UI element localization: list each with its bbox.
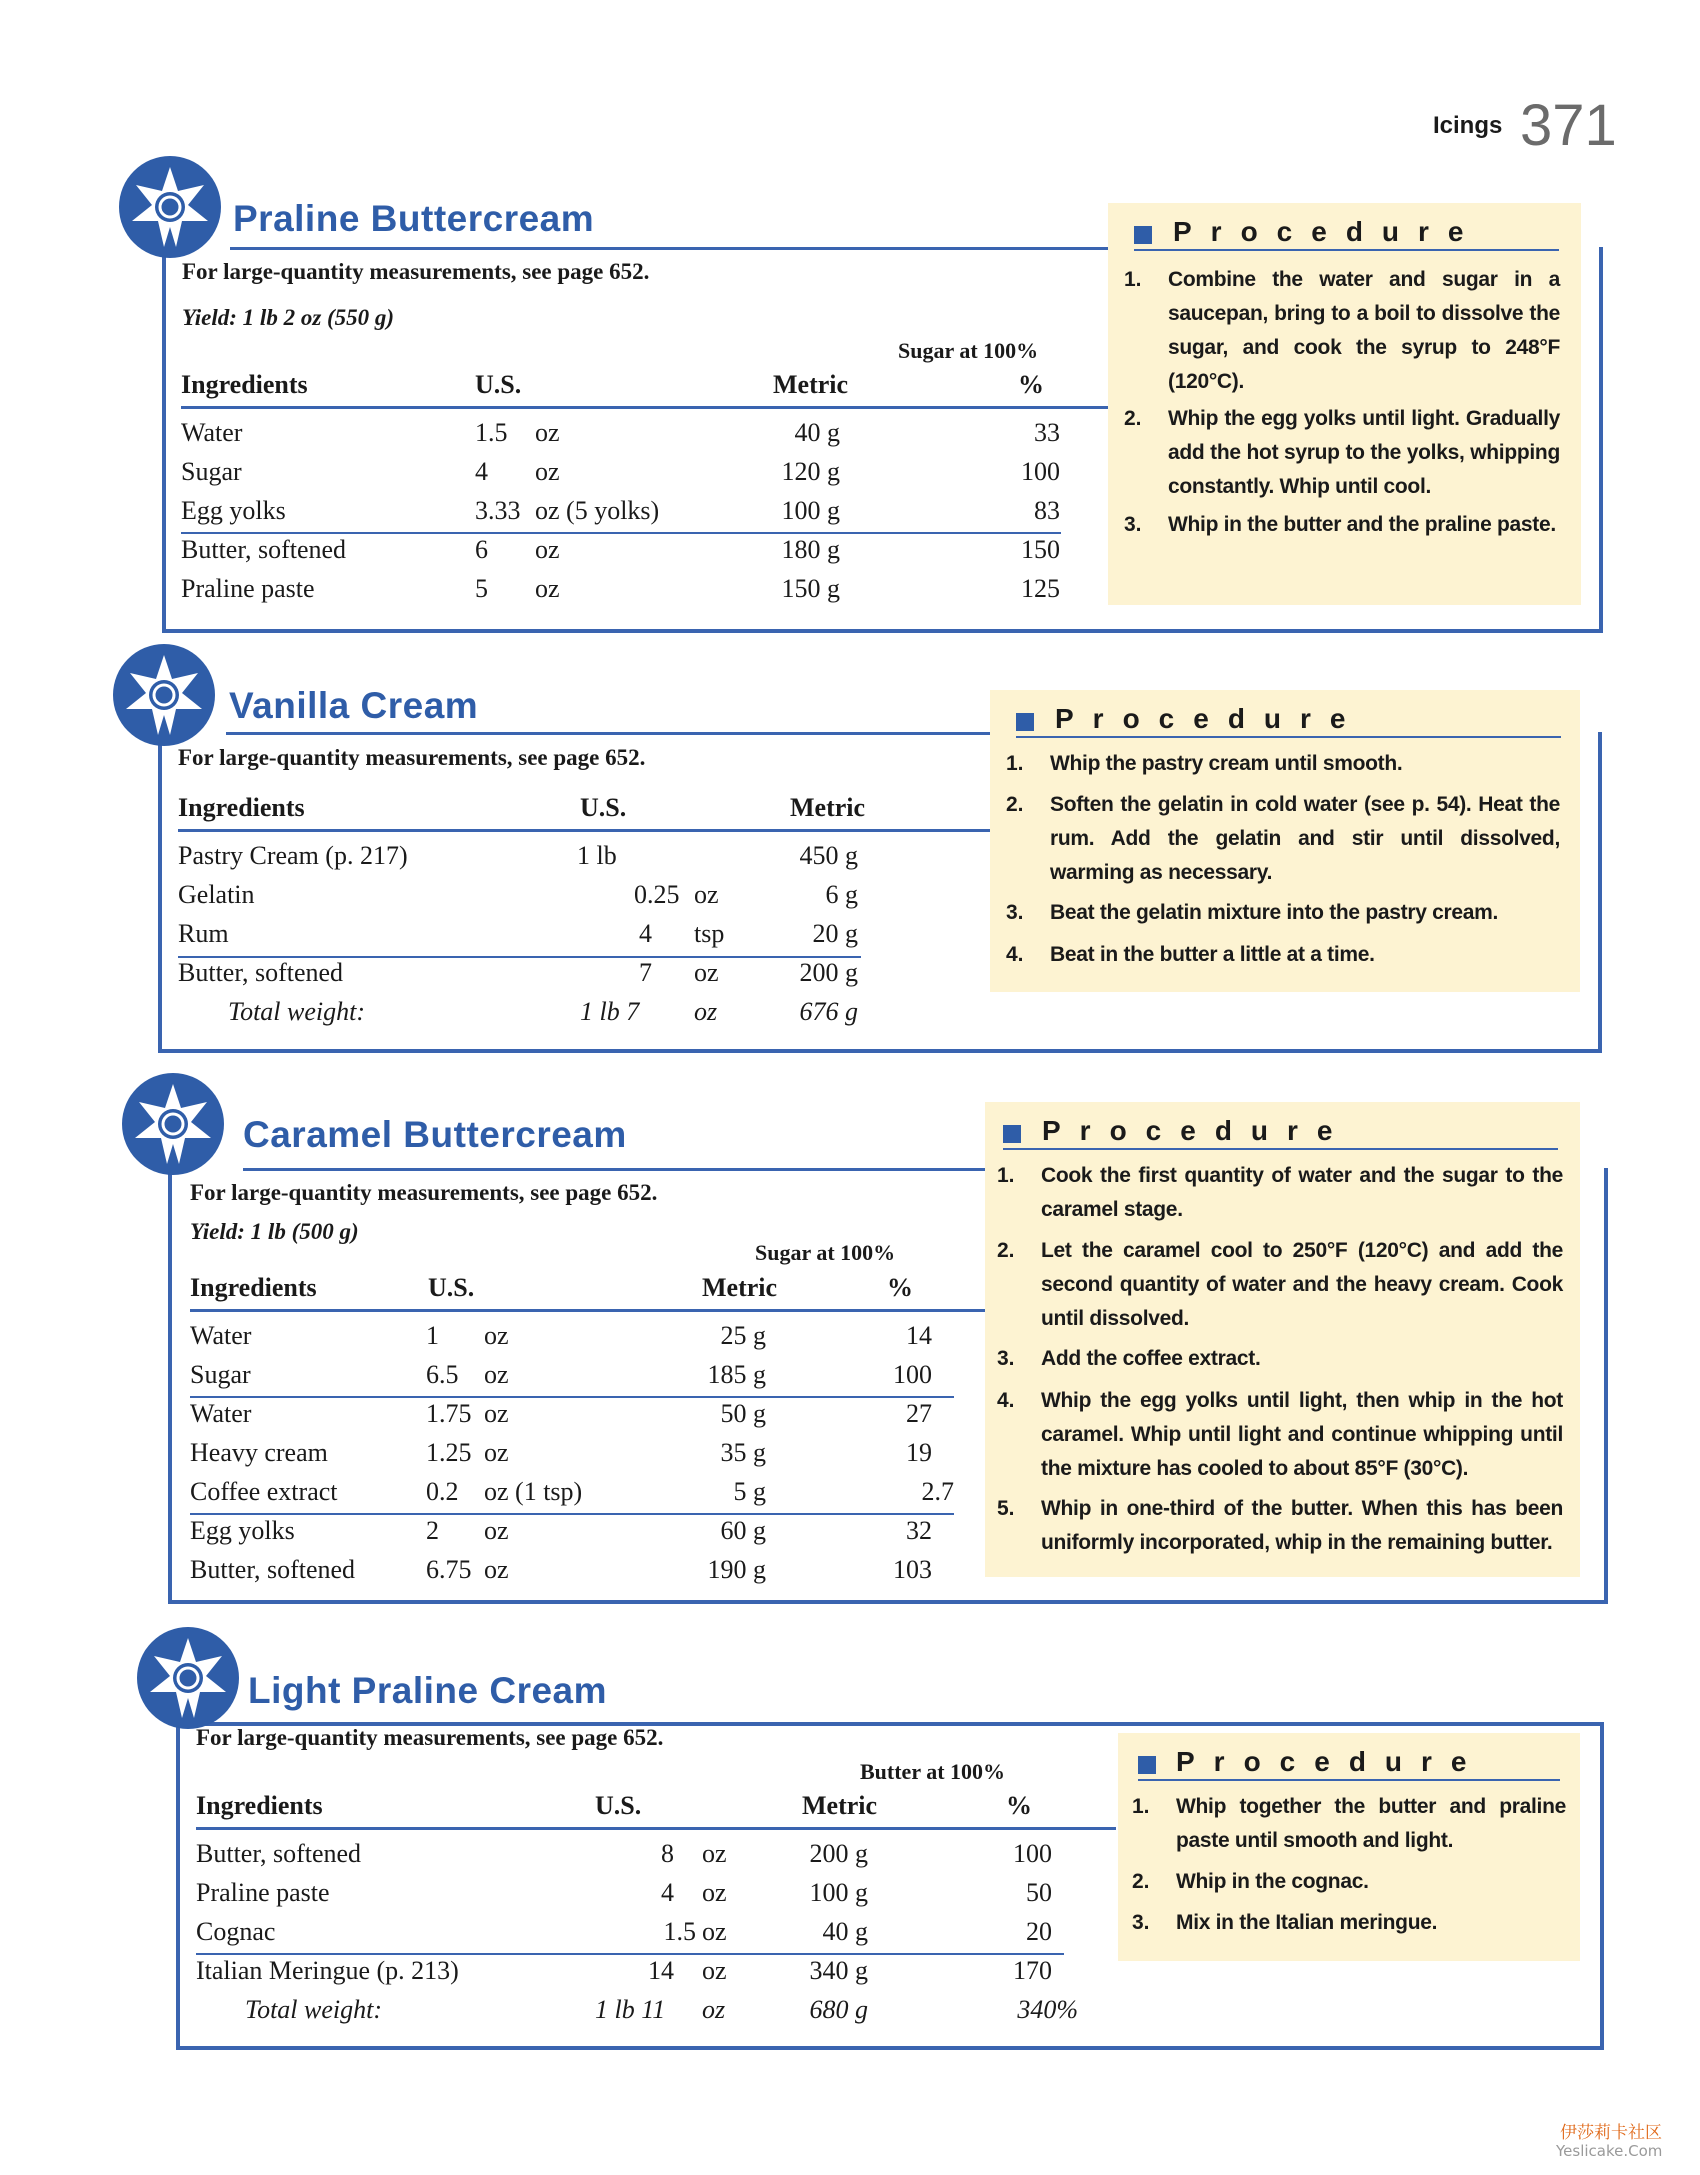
us-unit: tsp xyxy=(694,919,725,948)
group-rule xyxy=(190,1513,954,1515)
step-number: 3. xyxy=(1006,901,1024,924)
ingredient: Sugar xyxy=(190,1360,251,1389)
percent-value: 33 xyxy=(1034,418,1060,447)
ingredient: Praline paste xyxy=(181,574,315,603)
percent-value: 32 xyxy=(906,1516,932,1545)
metric-value: 25 g xyxy=(720,1321,766,1350)
metric-value: 340 g xyxy=(809,1956,868,1985)
procedure-step: Whip the egg yolks until light. Gradually add the hot syrup to the yolks, whipping constantly. Whip until cool. xyxy=(1168,407,1560,498)
us-quantity: 8 xyxy=(661,1839,674,1868)
percent-value: 150 xyxy=(1021,535,1060,564)
le-cordon-bleu-emblem-icon xyxy=(121,1072,225,1176)
us-unit: oz xyxy=(535,457,560,486)
us-unit: oz xyxy=(694,958,719,987)
step-number: 4. xyxy=(997,1389,1015,1412)
us-quantity: 4 xyxy=(639,919,652,948)
total-us-unit: oz xyxy=(702,1995,726,2024)
ingredient: Italian Meringue (p. 213) xyxy=(196,1956,459,1985)
quantity-note: For large-quantity measurements, see page 652. xyxy=(196,1725,664,1750)
step-number: 2. xyxy=(997,1239,1015,1262)
step-number: 2. xyxy=(1124,407,1142,430)
pct-base-header: Sugar at 100% xyxy=(898,338,1039,363)
us-unit: oz xyxy=(535,535,560,564)
metric-header: Metric xyxy=(790,793,866,822)
ingredient: Egg yolks xyxy=(181,496,286,525)
us-unit: oz xyxy=(484,1438,509,1467)
us-quantity: 1 xyxy=(426,1321,439,1350)
group-rule xyxy=(181,532,1061,534)
yield: Yield: 1 lb (500 g) xyxy=(190,1219,359,1244)
procedure-step: Whip in one-third of the butter. When this has been uniformly incorporated, whip in the remaining butter. xyxy=(1041,1497,1563,1554)
percent-value: 83 xyxy=(1034,496,1060,525)
percent-value: 170 xyxy=(1013,1956,1052,1985)
total-percent: 340% xyxy=(1017,1995,1078,2024)
step-number: 2. xyxy=(1132,1870,1150,1893)
ingredient: Sugar xyxy=(181,457,242,486)
step-number: 3. xyxy=(1124,513,1142,536)
us-quantity: 7 xyxy=(639,958,652,987)
us-quantity: 1.5 xyxy=(475,418,508,447)
ingredient: Water xyxy=(181,418,243,447)
procedure-title: Procedure xyxy=(1173,216,1483,247)
us-unit: oz xyxy=(484,1321,509,1350)
ingredient: Coffee extract xyxy=(190,1477,338,1506)
procedure-step: Combine the water and sugar in a saucepan, bring to a boil to dissolve the sugar, and cook the syrup to 248°F (120°C). xyxy=(1168,268,1560,393)
procedure-step: Cook the first quantity of water and the sugar to the caramel stage. xyxy=(1041,1164,1563,1221)
header-rule xyxy=(190,1309,988,1312)
us-quantity: 1.25 xyxy=(426,1438,472,1467)
metric-value: 450 g xyxy=(799,841,858,870)
metric-value: 185 g xyxy=(707,1360,766,1389)
ingredient: Rum xyxy=(178,919,229,948)
us-quantity: 2 xyxy=(426,1516,439,1545)
pct-base-header: Butter at 100% xyxy=(860,1759,1006,1784)
quantity-note: For large-quantity measurements, see page 652. xyxy=(190,1180,658,1205)
le-cordon-bleu-emblem-icon xyxy=(118,155,222,259)
procedure-box xyxy=(1108,203,1581,605)
metric-header: Metric xyxy=(773,370,849,399)
metric-value: 40 g xyxy=(794,418,840,447)
pct-header: % xyxy=(1006,1791,1032,1820)
total-label: Total weight: xyxy=(228,997,366,1026)
procedure-title: Procedure xyxy=(1042,1115,1352,1146)
us-quantity: 0.25 xyxy=(634,880,680,909)
procedure-step: Let the caramel cool to 250°F (120°C) and add the second quantity of water and the heavy cream. Cook until dissolved. xyxy=(1041,1239,1563,1330)
procedure-step: Beat the gelatin mixture into the pastry cream. xyxy=(1050,901,1499,924)
percent-value: 50 xyxy=(1026,1878,1052,1907)
metric-value: 20 g xyxy=(812,919,858,948)
title-rule xyxy=(243,1168,988,1171)
header-rule xyxy=(196,1827,1116,1830)
ingredient: Egg yolks xyxy=(190,1516,295,1545)
procedure-box xyxy=(990,690,1580,992)
procedure-rule xyxy=(1138,1779,1560,1781)
us-quantity: 6 xyxy=(475,535,488,564)
procedure-step: Add the coffee extract. xyxy=(1041,1347,1261,1370)
us-unit: oz xyxy=(535,418,560,447)
metric-value: 100 g xyxy=(781,496,840,525)
procedure-title: Procedure xyxy=(1055,703,1365,734)
ingredient: Butter, softened xyxy=(190,1555,356,1584)
quantity-note: For large-quantity measurements, see page 652. xyxy=(178,745,646,770)
ingredient: Gelatin xyxy=(178,880,255,909)
metric-value: 120 g xyxy=(781,457,840,486)
metric-value: 150 g xyxy=(781,574,840,603)
us-quantity: 14 xyxy=(648,1956,674,1985)
us-quantity: 1.75 xyxy=(426,1399,472,1428)
us-unit: oz xyxy=(484,1555,509,1584)
us-quantity: 3.33 xyxy=(475,496,521,525)
total-us-unit: oz xyxy=(694,997,718,1026)
metric-value: 6 g xyxy=(825,880,858,909)
us-unit: oz xyxy=(702,1839,727,1868)
procedure-step: Whip in the butter and the praline paste. xyxy=(1168,513,1556,536)
procedure-step: Whip in the cognac. xyxy=(1176,1870,1369,1893)
ingredient: Water xyxy=(190,1321,252,1350)
metric-value: 200 g xyxy=(809,1839,868,1868)
metric-value: 200 g xyxy=(799,958,858,987)
ingredient: Butter, softened xyxy=(181,535,347,564)
ingredients-header: Ingredients xyxy=(190,1273,317,1302)
le-cordon-bleu-emblem-icon xyxy=(136,1626,240,1730)
title-rule xyxy=(230,247,1110,250)
recipe-title: Vanilla Cream xyxy=(229,685,479,726)
procedure-box xyxy=(1118,1733,1580,1961)
us-unit: oz xyxy=(694,880,719,909)
us-unit: oz xyxy=(702,1878,727,1907)
header-rule xyxy=(178,829,990,832)
us-quantity: 1.5 xyxy=(663,1917,696,1946)
page-number: 371 xyxy=(1520,93,1617,158)
metric-value: 190 g xyxy=(707,1555,766,1584)
procedure-marker-icon xyxy=(1003,1125,1021,1143)
percent-value: 20 xyxy=(1026,1917,1052,1946)
us-header: U.S. xyxy=(428,1273,475,1302)
procedure-step: Whip the pastry cream until smooth. xyxy=(1050,752,1403,775)
ingredients-header: Ingredients xyxy=(178,793,305,822)
step-number: 5. xyxy=(997,1497,1015,1520)
total-us-quantity: 1 lb 11 xyxy=(595,1995,666,2024)
us-unit: oz (5 yolks) xyxy=(535,496,660,525)
total-metric: 680 g xyxy=(809,1995,868,2024)
us-header: U.S. xyxy=(580,793,627,822)
us-quantity: 6.75 xyxy=(426,1555,472,1584)
watermark-site: Yeslicake.Com xyxy=(1556,2142,1663,2160)
recipe-title: Praline Buttercream xyxy=(233,198,595,239)
us-unit: oz xyxy=(484,1516,509,1545)
ingredient: Water xyxy=(190,1399,252,1428)
ingredient: Butter, softened xyxy=(178,958,344,987)
percent-value: 27 xyxy=(906,1399,932,1428)
section-title: Icings xyxy=(1433,112,1503,139)
us-unit: oz (1 tsp) xyxy=(484,1477,583,1506)
us-unit: oz xyxy=(535,574,560,603)
step-number: 1. xyxy=(997,1164,1015,1187)
percent-value: 100 xyxy=(1013,1839,1052,1868)
ingredient: Butter, softened xyxy=(196,1839,362,1868)
percent-value: 2.7 xyxy=(921,1477,954,1506)
us-quantity: 4 xyxy=(661,1878,674,1907)
us-unit: oz xyxy=(484,1360,509,1389)
procedure-marker-icon xyxy=(1134,226,1152,244)
percent-value: 100 xyxy=(893,1360,932,1389)
pct-base-header: Sugar at 100% xyxy=(755,1240,896,1265)
us-quantity: 1 lb xyxy=(577,841,617,870)
procedure-step: Whip together the butter and praline paste until smooth and light. xyxy=(1176,1795,1566,1852)
us-header: U.S. xyxy=(595,1791,642,1820)
metric-header: Metric xyxy=(802,1791,878,1820)
procedure-step: Whip the egg yolks until light, then whip in the hot caramel. Whip until light and continue whipping until the mixture has cooled to about 85°F (30°C). xyxy=(1041,1389,1563,1480)
header-rule xyxy=(181,406,1111,409)
procedure-marker-icon xyxy=(1016,713,1034,731)
ingredient: Cognac xyxy=(196,1917,276,1946)
step-number: 2. xyxy=(1006,793,1024,816)
metric-value: 5 g xyxy=(733,1477,766,1506)
ingredients-header: Ingredients xyxy=(196,1791,323,1820)
step-number: 3. xyxy=(997,1347,1015,1370)
quantity-note: For large-quantity measurements, see page 652. xyxy=(182,259,650,284)
title-rule xyxy=(226,732,996,735)
metric-value: 100 g xyxy=(809,1878,868,1907)
metric-value: 60 g xyxy=(720,1516,766,1545)
percent-value: 14 xyxy=(906,1321,932,1350)
step-number: 4. xyxy=(1006,943,1024,966)
procedure-step: Mix in the Italian meringue. xyxy=(1176,1911,1438,1934)
percent-value: 103 xyxy=(893,1555,932,1584)
us-quantity: 6.5 xyxy=(426,1360,459,1389)
pct-header: % xyxy=(887,1273,913,1302)
step-number: 1. xyxy=(1132,1795,1150,1818)
step-number: 3. xyxy=(1132,1911,1150,1934)
recipe-title: Light Praline Cream xyxy=(248,1670,608,1711)
recipe-title: Caramel Buttercream xyxy=(243,1114,627,1155)
ingredients-header: Ingredients xyxy=(181,370,308,399)
metric-value: 50 g xyxy=(720,1399,766,1428)
us-unit: oz xyxy=(702,1917,727,1946)
total-label: Total weight: xyxy=(245,1995,383,2024)
total-metric: 676 g xyxy=(799,997,858,1026)
percent-value: 125 xyxy=(1021,574,1060,603)
procedure-rule xyxy=(1134,249,1559,251)
ingredient: Pastry Cream (p. 217) xyxy=(178,841,408,870)
group-rule xyxy=(190,1396,954,1398)
yield: Yield: 1 lb 2 oz (550 g) xyxy=(182,305,395,330)
metric-value: 35 g xyxy=(720,1438,766,1467)
us-quantity: 5 xyxy=(475,574,488,603)
procedure-marker-icon xyxy=(1138,1756,1156,1774)
procedure-box xyxy=(985,1102,1580,1577)
watermark-chinese: 伊莎莉卡社区 xyxy=(1560,2123,1662,2143)
procedure-step: Beat in the butter a little at a time. xyxy=(1050,943,1375,966)
us-unit: oz xyxy=(702,1956,727,1985)
step-number: 1. xyxy=(1124,268,1142,291)
percent-value: 19 xyxy=(906,1438,932,1467)
procedure-title: Procedure xyxy=(1176,1746,1486,1777)
percent-value: 100 xyxy=(1021,457,1060,486)
procedure-rule xyxy=(1003,1148,1558,1150)
us-quantity: 0.2 xyxy=(426,1477,459,1506)
step-number: 1. xyxy=(1006,752,1024,775)
le-cordon-bleu-emblem-icon xyxy=(112,643,216,747)
total-us-quantity: 1 lb 7 xyxy=(580,997,640,1026)
pct-header: % xyxy=(1018,370,1044,399)
procedure-rule xyxy=(1016,736,1561,738)
metric-value: 180 g xyxy=(781,535,840,564)
metric-header: Metric xyxy=(702,1273,778,1302)
ingredient: Heavy cream xyxy=(190,1438,328,1467)
us-quantity: 4 xyxy=(475,457,488,486)
us-header: U.S. xyxy=(475,370,522,399)
metric-value: 40 g xyxy=(822,1917,868,1946)
group-rule xyxy=(196,1953,1064,1955)
procedure-step: Soften the gelatin in cold water (see p. 54). Heat the rum. Add the gelatin and stir until dissolved, warming as necessary. xyxy=(1050,793,1560,884)
us-unit: oz xyxy=(484,1399,509,1428)
ingredient: Praline paste xyxy=(196,1878,330,1907)
